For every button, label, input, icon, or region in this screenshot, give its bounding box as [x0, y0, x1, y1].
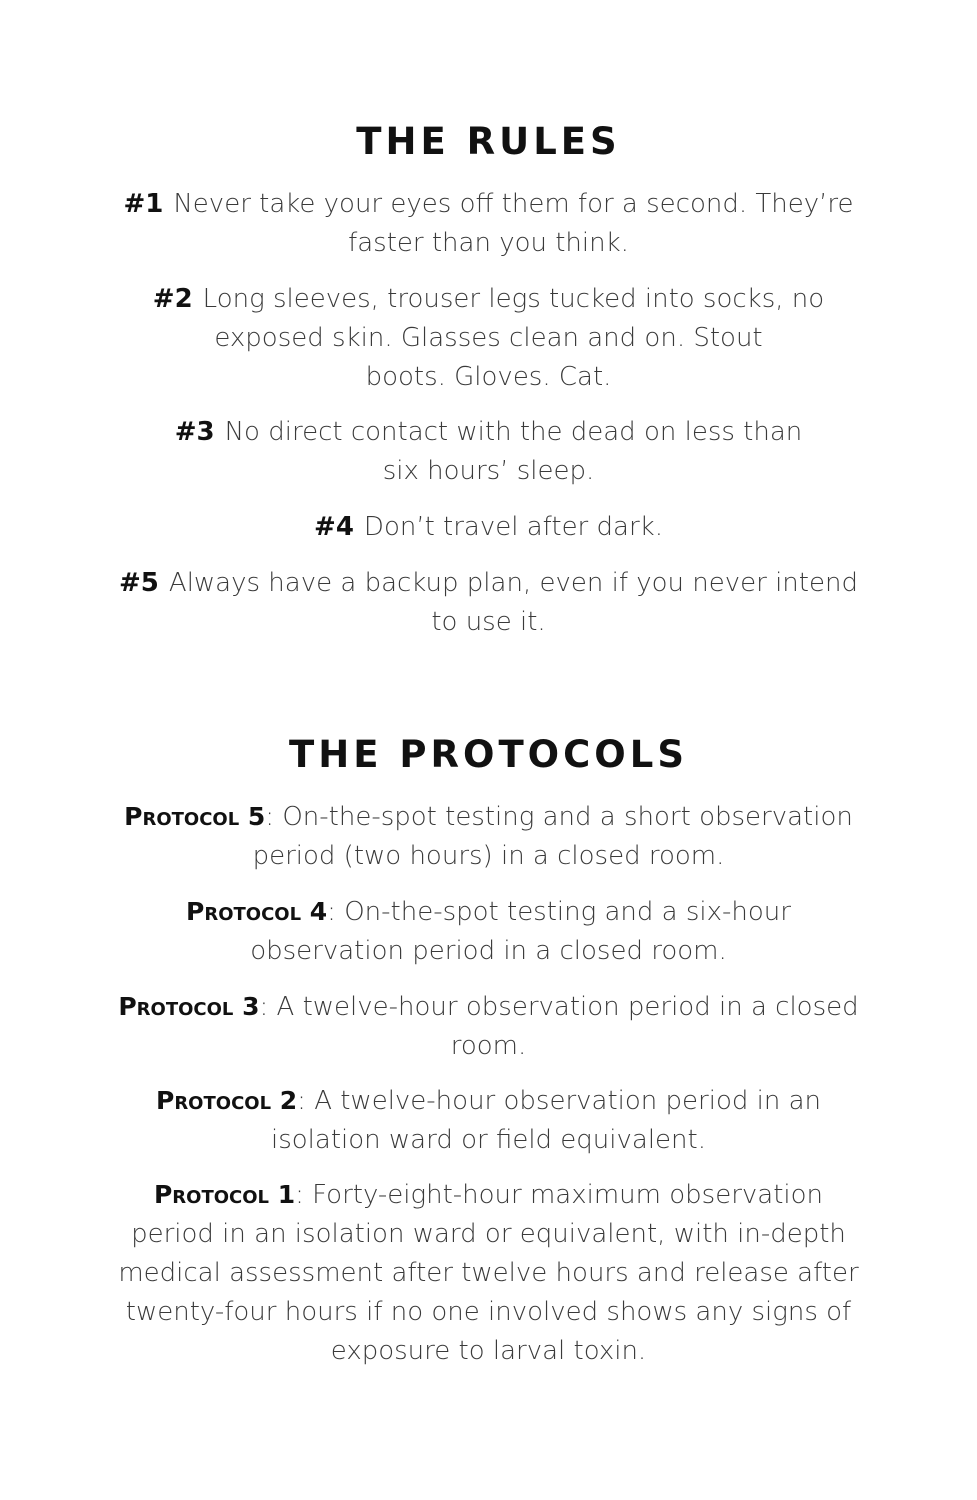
- protocol-text: exposure to larval toxin.: [330, 1336, 647, 1366]
- rule-text: Long sleeves, trouser legs tucked into socks, no: [202, 284, 825, 314]
- rule-text: No direct contact with the dead on less than: [224, 417, 803, 447]
- protocol-text: medical assessment after twelve hours and release after: [118, 1258, 859, 1288]
- protocol-separator: :: [259, 992, 269, 1022]
- rule-text: to use it.: [431, 607, 546, 637]
- protocol-text: On-the-spot testing and a short observation: [282, 802, 853, 832]
- protocol-2: [100, 1081, 877, 1160]
- rule-text: boots. Gloves. Cat.: [365, 362, 612, 392]
- protocol-3: [100, 987, 877, 1066]
- rule-text: Never take your eyes off them for a second. They’re: [173, 189, 854, 219]
- rule-number: #5: [119, 568, 159, 598]
- protocol-5: [100, 797, 877, 876]
- rule-number: #1: [123, 189, 164, 219]
- protocol-label: Protocol 3: [118, 992, 260, 1021]
- rule-4: [100, 508, 877, 547]
- rule-number: #4: [314, 512, 354, 542]
- protocol-separator: :: [327, 897, 336, 927]
- rule-text: six hours’ sleep.: [382, 456, 595, 486]
- rule-text: Always have a backup plan, even if you never intend: [168, 568, 858, 598]
- protocol-text: isolation ward or field equivalent.: [270, 1125, 706, 1155]
- protocol-label: Protocol 2: [156, 1086, 298, 1115]
- rule-text: Don’t travel after dark.: [363, 512, 663, 542]
- protocol-text: A twelve-hour observation period in a closed: [276, 992, 859, 1022]
- protocols-heading: THE PROTOCOLS: [289, 733, 688, 776]
- protocol-separator: :: [297, 1086, 306, 1116]
- rule-5: [100, 564, 877, 642]
- protocol-text: period in an isolation ward or equivalent, with in-depth: [131, 1219, 846, 1249]
- rules-heading: THE RULES: [356, 120, 621, 163]
- protocol-text: Forty-eight-hour maximum observation: [312, 1180, 824, 1210]
- rule-text: faster than you think.: [348, 228, 629, 258]
- protocol-text: On-the-spot testing and a six-hour: [344, 897, 791, 927]
- protocol-separator: :: [265, 802, 275, 832]
- protocol-label: Protocol 4: [186, 897, 328, 926]
- rule-2: [100, 280, 877, 397]
- protocol-text: room.: [450, 1031, 527, 1061]
- protocol-text: A twelve-hour observation period in an: [314, 1086, 821, 1116]
- protocol-label: Protocol 1: [153, 1180, 296, 1209]
- rule-3: [100, 413, 877, 491]
- protocol-text: twenty-four hours if no one involved shows any signs of: [125, 1297, 852, 1327]
- protocol-1: [100, 1175, 877, 1371]
- rule-text: exposed skin. Glasses clean and on. Stout: [214, 323, 763, 353]
- rule-1: [100, 185, 877, 263]
- rule-number: #3: [174, 417, 215, 447]
- protocol-4: [100, 892, 877, 971]
- rule-number: #2: [152, 284, 193, 314]
- protocol-text: period (two hours) in a closed room.: [252, 841, 725, 871]
- protocol-label: Protocol 5: [124, 802, 266, 831]
- protocol-text: observation period in a closed room.: [250, 936, 727, 966]
- protocol-separator: :: [295, 1180, 304, 1210]
